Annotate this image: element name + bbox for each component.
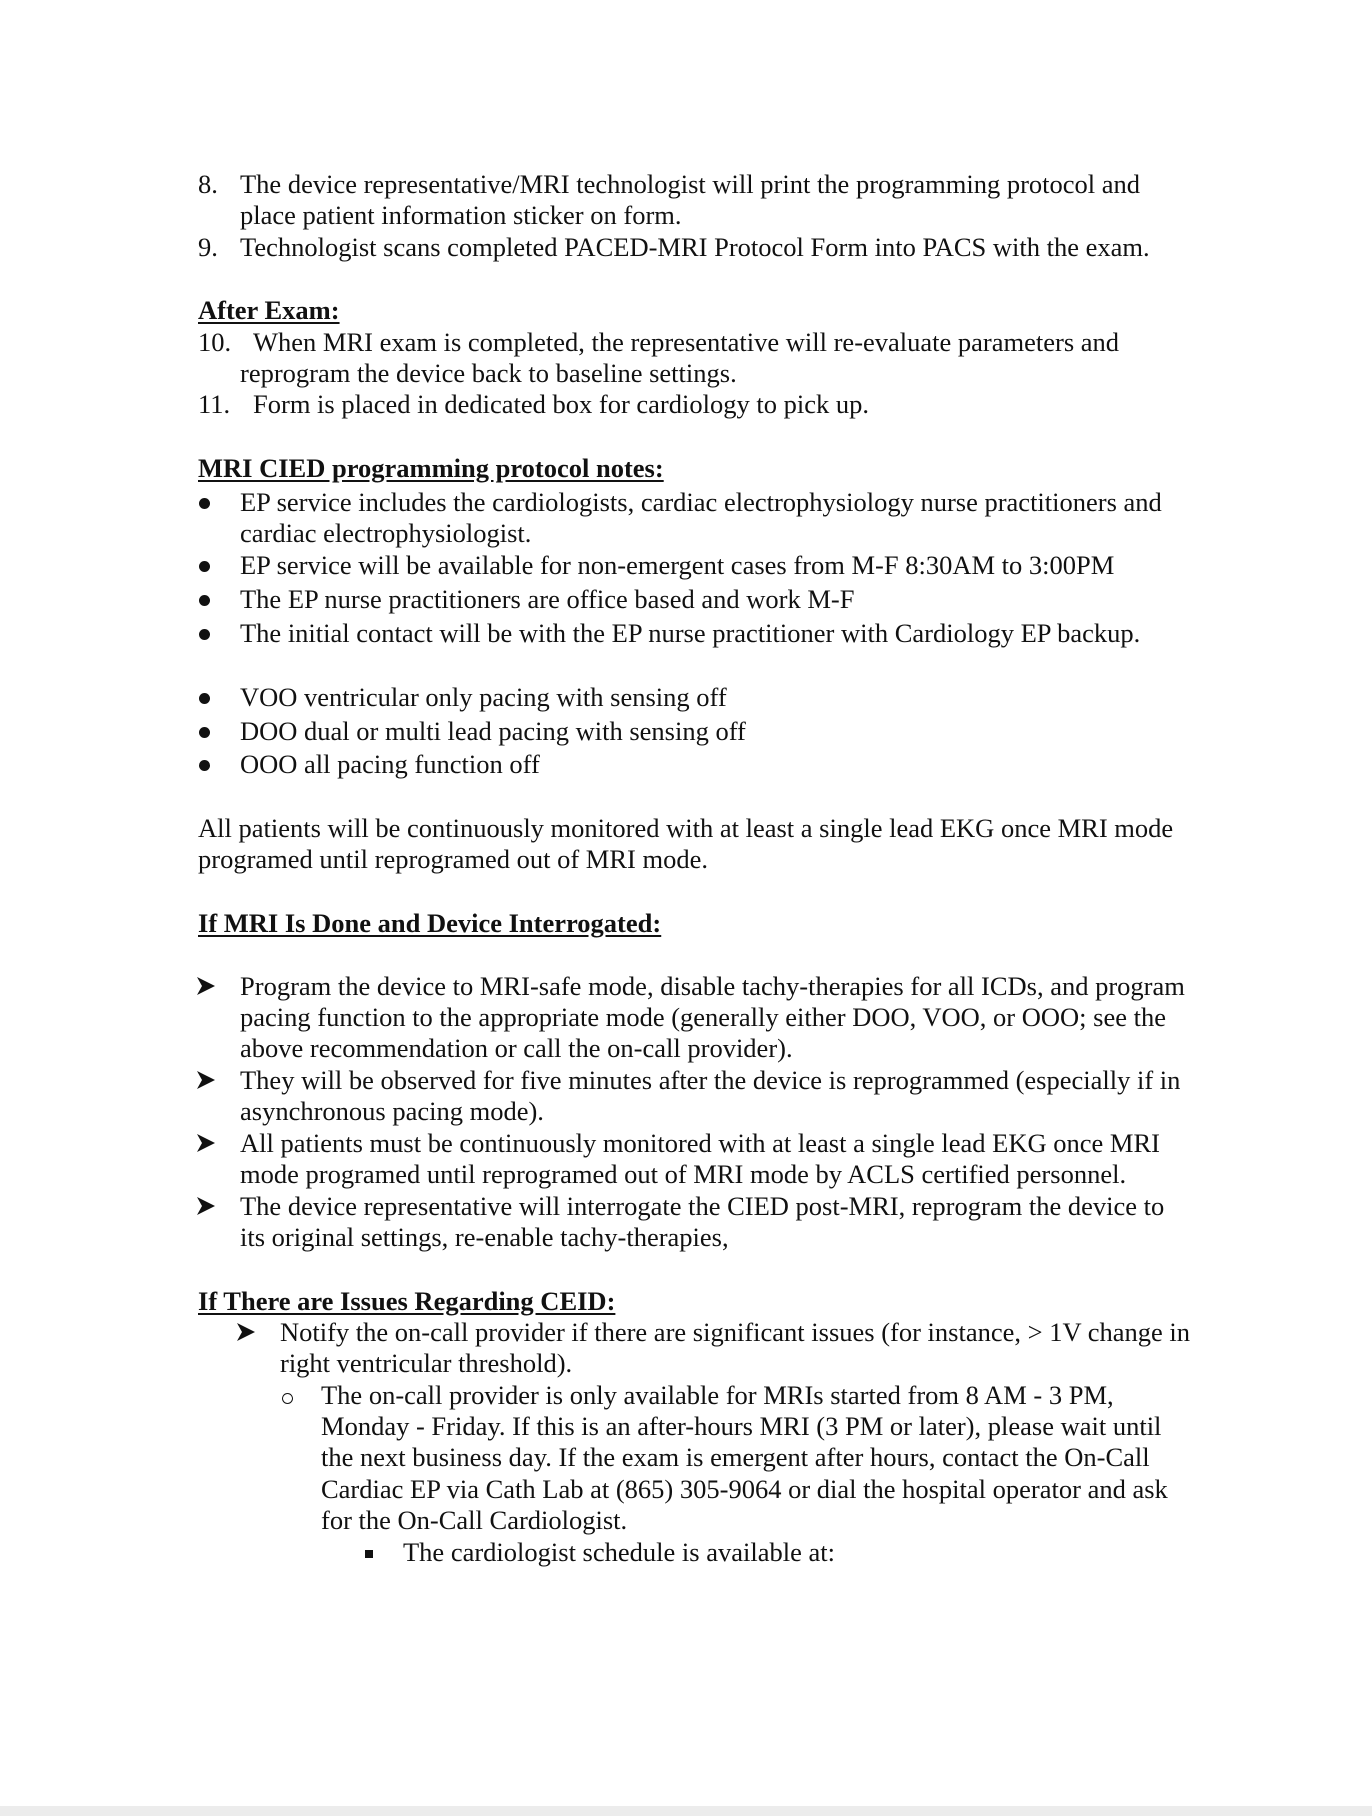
step-8-line-2: place patient information sticker on form. (240, 200, 682, 230)
note-3-line-1: The EP nurse practitioners are office based and work M-F (240, 584, 855, 614)
note-1-line-1: EP service includes the cardiologists, cardiac electrophysiology nurse practitioners and (240, 487, 1162, 517)
step-10-line-1: When MRI exam is completed, the representative will re-evaluate parameters and (253, 327, 1120, 357)
mode-ooo: OOO all pacing function off (240, 749, 540, 779)
step-10-line-2: reprogram the device back to baseline settings. (240, 358, 737, 388)
on-call-line-5: for the On-Call Cardiologist. (321, 1505, 628, 1535)
issues-heading: If There are Issues Regarding CEID: (198, 1286, 616, 1316)
note-4-line-1: The initial contact will be with the EP nurse practitioner with Cardiology EP backup. (240, 618, 1141, 648)
bullet-icon (199, 561, 210, 572)
mri-item-4-line-1: The device representative will interrogate the CIED post-MRI, reprogram the device to (240, 1191, 1165, 1221)
bullet-icon (199, 595, 210, 606)
step-number: 9. (198, 232, 218, 262)
schedule-line: The cardiologist schedule is available at: (403, 1537, 835, 1567)
mode-doo: DOO dual or multi lead pacing with sensing off (240, 716, 746, 746)
on-call-line-2: Monday - Friday. If this is an after-hours MRI (3 PM or later), please wait until (321, 1411, 1162, 1441)
issues-item-line-2: right ventricular threshold). (280, 1348, 573, 1378)
step-number: 8. (198, 169, 218, 199)
arrow-bullet-icon (196, 976, 216, 996)
mri-item-1-line-2: pacing function to the appropriate mode (generally either DOO, VOO, or OOO; see the (240, 1002, 1166, 1032)
on-call-line-3: the next business day. If the exam is emergent after hours, contact the On-Call (321, 1442, 1150, 1472)
mode-voo: VOO ventricular only pacing with sensing off (240, 682, 727, 712)
step-8-line-1: The device representative/MRI technologist will print the programming protocol and (240, 169, 1141, 199)
step-11-line-1: Form is placed in dedicated box for cardiology to pick up. (253, 389, 869, 419)
arrow-bullet-icon (196, 1070, 216, 1090)
square-bullet-icon (365, 1550, 373, 1558)
bullet-icon (199, 498, 210, 509)
arrow-bullet-icon (196, 1196, 216, 1216)
bullet-icon (199, 727, 210, 738)
mri-done-heading: If MRI Is Done and Device Interrogated: (198, 908, 662, 938)
bullet-icon (199, 629, 210, 640)
mri-item-4-line-2: its original settings, re-enable tachy-therapies, (240, 1222, 729, 1252)
note-2-line-1: EP service will be available for non-emergent cases from M-F 8:30AM to 3:00PM (240, 550, 1115, 580)
after-exam-heading: After Exam: (198, 295, 340, 325)
mri-item-3-line-1: All patients must be continuously monitored with at least a single lead EKG once MRI (240, 1128, 1160, 1158)
issues-item-line-1: Notify the on-call provider if there are significant issues (for instance, > 1V change in (280, 1317, 1191, 1347)
mri-item-2-line-2: asynchronous pacing mode). (240, 1096, 544, 1126)
arrow-bullet-icon (196, 1133, 216, 1153)
circle-bullet-icon (282, 1393, 293, 1404)
protocol-notes-heading: MRI CIED programming protocol notes: (198, 453, 664, 483)
step-number: 10. (198, 327, 232, 357)
step-9-line-1: Technologist scans completed PACED-MRI Protocol Form into PACS with the exam. (240, 232, 1150, 262)
bullet-icon (199, 693, 210, 704)
mri-item-1-line-1: Program the device to MRI-safe mode, disable tachy-therapies for all ICDs, and program (240, 971, 1185, 1001)
monitoring-paragraph-line-1: All patients will be continuously monitored with at least a single lead EKG once MRI mode (198, 813, 1174, 843)
mri-item-3-line-2: mode programed until reprogramed out of MRI mode by ACLS certified personnel. (240, 1159, 1127, 1189)
on-call-line-1: The on-call provider is only available for MRIs started from 8 AM - 3 PM, (321, 1380, 1114, 1410)
arrow-bullet-icon (236, 1322, 256, 1342)
mri-item-2-line-1: They will be observed for five minutes after the device is reprogrammed (especially if in (240, 1065, 1181, 1095)
bullet-icon (199, 760, 210, 771)
mri-item-1-line-3: above recommendation or call the on-call provider). (240, 1033, 793, 1063)
note-1-line-2: cardiac electrophysiologist. (240, 518, 532, 548)
step-number: 11. (198, 389, 231, 419)
on-call-line-4: Cardiac EP via Cath Lab at (865) 305-9064 or dial the hospital operator and ask (321, 1474, 1168, 1504)
monitoring-paragraph-line-2: programed until reprogramed out of MRI mode. (198, 844, 708, 874)
